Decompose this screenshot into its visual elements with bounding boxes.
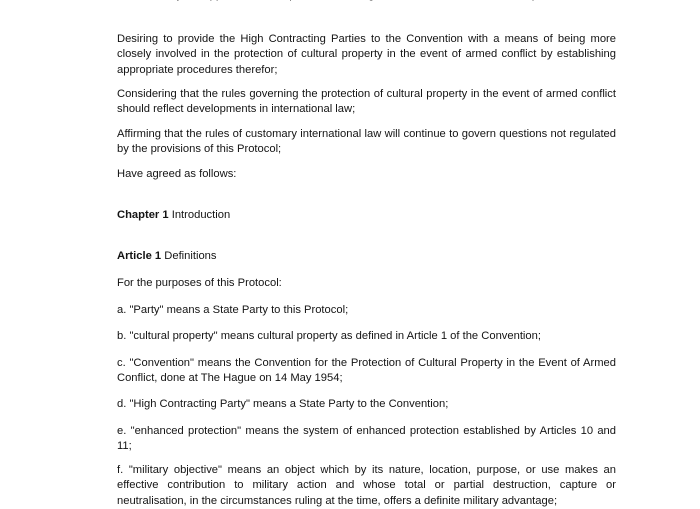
definition-item-enhanced-protection: e. "enhanced protection" means the system of enhanced protection established by Articles 10 and 11;	[117, 425, 616, 453]
preamble-paragraph-affirming: Affirming that the rules of customary international law will continue to govern questions not regulated by the provisions of this Protocol;	[117, 128, 616, 156]
preamble-paragraph-fragment	[117, 0, 616, 3]
definition-item-convention: c. "Convention" means the Convention for the Protection of Cultural Property in the Event of Armed Conflict, done at The Hague on 14 May 1954;	[117, 357, 616, 385]
preamble-paragraph-agreed: Have agreed as follows:	[117, 168, 237, 180]
definition-item-cultural-property: b. "cultural property" means cultural property as defined in Article 1 of the Convention;	[117, 330, 541, 342]
article-intro: For the purposes of this Protocol:	[117, 277, 282, 289]
definition-item-high-contracting-party: d. "High Contracting Party" means a State Party to the Convention;	[117, 398, 449, 410]
chapter-heading	[117, 208, 616, 223]
preamble-paragraph-desiring: Desiring to provide the High Contracting Parties to the Convention with a means of being more closely involved in the protection of cultural property in the event of armed conflict by establishing appropriate procedures therefor;	[117, 33, 616, 76]
article-label: Article 1	[117, 250, 162, 262]
definition-item-military-objective: f. "military objective" means an object which by its nature, location, purpose, or use makes an effective contribution to military action and whose total or partial destruction, capture or neutralisation, in the circumstances ruling at the time, offers a definite military advantage;	[117, 464, 616, 507]
preamble-paragraph-considering: Considering that the rules governing the protection of cultural property in the event of armed conflict should reflect developments in international law;	[117, 88, 616, 116]
article-heading	[117, 249, 616, 264]
article-title: Definitions	[164, 250, 217, 262]
chapter-title: Introduction	[171, 209, 231, 221]
chapter-label: Chapter 1	[117, 209, 169, 221]
definition-item-party: a. "Party" means a State Party to this Protocol;	[117, 304, 349, 316]
